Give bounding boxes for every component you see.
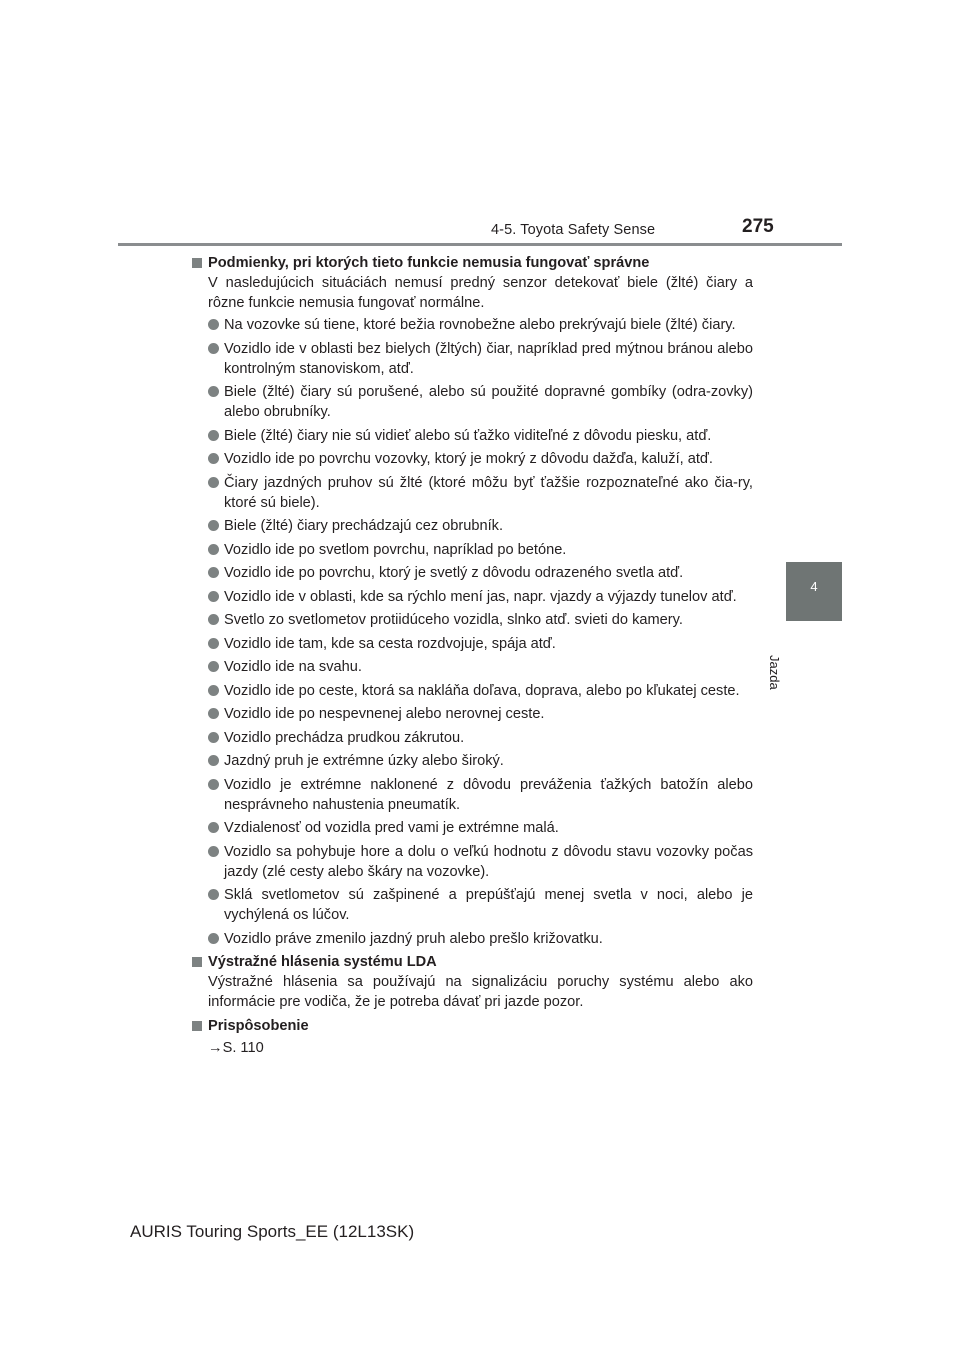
circle-bullet-icon [208,430,219,441]
list-item-text: Biele (žlté) čiary prechádzajú cez obrubník. [224,518,504,534]
circle-bullet-icon [208,638,219,649]
list-item [208,728,753,748]
section-heading-text: Výstražné hlásenia systému LDA [208,954,437,970]
list-item-text: Vozidlo ide po ceste, ktorá sa nakláňa doľava, doprava, alebo po kľukatej ceste. [224,682,740,699]
circle-bullet-icon [208,732,219,743]
list-item [208,315,753,335]
list-item-text: Vozidlo práve zmenilo jazdný pruh alebo prešlo križovatku. [224,930,603,947]
list-item [208,426,753,446]
square-bullet-icon [192,957,202,967]
list-item [208,818,753,838]
page-number: 275 [742,216,774,237]
list-item [208,681,753,701]
list-item [208,704,753,724]
list-item-text: Biele (žlté) čiary nie sú vidieť alebo sú ťažko viditeľné z dôvodu piesku, atď. [224,427,712,444]
circle-bullet-icon [208,755,219,766]
list-item [208,929,753,949]
list-item-text: Vzdialenosť od vozidla pred vami je extrémne malá. [224,820,559,836]
warnings-text: Výstražné hlásenia sa používajú na signalizáciu poruchy systému alebo ako informácie pre vodiča, že je potreba dávať pri jazde pozor. [208,974,753,1010]
list-item [208,516,753,536]
circle-bullet-icon [208,319,219,330]
footer-model-code: AURIS Touring Sports_EE (12L13SK) [130,1222,415,1241]
list-item-text: Jazdný pruh je extrémne úzky alebo široký. [224,753,504,769]
list-item-text: Na vozovke sú tiene, ktoré bežia rovnobežne alebo prekrývajú biele (žlté) čiary. [224,317,736,333]
circle-bullet-icon [208,933,219,944]
list-item-text: Vozidlo ide tam, kde sa cesta rozdvojuje, spája atď. [224,635,556,652]
list-item [208,540,753,560]
circle-bullet-icon [208,779,219,790]
list-item [208,751,753,771]
header-section-title: 4-5. Toyota Safety Sense [491,222,656,238]
list-item-text: Vozidlo je extrémne naklonené z dôvodu preváženia ťažkých batožín alebo nesprávneho nahustenia pneumatík. [224,776,753,813]
chapter-tab-number: 4 [810,579,818,594]
list-item [208,634,753,654]
list-item [208,587,753,607]
circle-bullet-icon [208,544,219,555]
circle-bullet-icon [208,614,219,625]
list-item-text: Vozidlo sa pohybuje hore a dolu o veľkú hodnotu z dôvodu stavu vozovky počas jazdy (zlé cesty alebo škáry na vozovke). [224,843,753,880]
section-heading-customization [192,1016,753,1036]
circle-bullet-icon [208,708,219,719]
list-item-text: Vozidlo ide v oblasti, kde sa rýchlo mení jas, napr. vjazdy a výjazdy tunelov atď. [224,588,737,605]
list-item-text: Vozidlo ide po povrchu, ktorý je svetlý z dôvodu odrazeného svetla atď. [224,565,684,581]
list-item [208,775,753,815]
square-bullet-icon [192,258,202,268]
list-item-text: Čiary jazdných pruhov sú žlté (ktoré môžu byť ťažšie rozpoznateľné ako čia-ry, ktoré sú biele). [224,474,753,511]
section-heading-text: Prispôsobenie [208,1018,309,1034]
circle-bullet-icon [208,453,219,464]
list-item [208,382,753,422]
circle-bullet-icon [208,386,219,397]
circle-bullet-icon [208,477,219,488]
circle-bullet-icon [208,567,219,578]
list-item-text: Biele (žlté) čiary sú porušené, alebo sú použité dopravné gombíky (odra-zovky) alebo obrubníky. [224,384,753,420]
list-item [208,885,753,925]
list-item-text: Vozidlo prechádza prudkou zákrutou. [224,729,465,746]
page-reference-link[interactable]: →S. 110 [208,1040,264,1056]
main-content [208,253,753,1058]
list-item [208,473,753,513]
circle-bullet-icon [208,343,219,354]
section-intro: V nasledujúcich situáciách nemusí predný senzor detekovať biele (žlté) čiary a rôzne funkcie nemusia fungovať normálne. [208,275,753,311]
list-item-text: Vozidlo ide v oblasti bez bielych (žltých) čiar, napríklad pred mýtnou bránou alebo kontrolným stanoviskom, atď. [224,340,753,377]
circle-bullet-icon [208,591,219,602]
circle-bullet-icon [208,846,219,857]
circle-bullet-icon [208,822,219,833]
list-item-text: Vozidlo ide na svahu. [224,659,362,675]
list-item [208,842,753,882]
list-item-text: Vozidlo ide po povrchu vozovky, ktorý je mokrý z dôvodu dažďa, kaluží, atď. [224,451,713,467]
header-divider [118,243,842,246]
section-heading-conditions [192,253,753,273]
circle-bullet-icon [208,889,219,900]
list-item-text: Vozidlo ide po svetlom povrchu, napríklad po betóne. [224,541,567,558]
section-heading-warnings [192,952,753,972]
list-item [208,449,753,469]
circle-bullet-icon [208,685,219,696]
list-item [208,563,753,583]
chapter-tab [786,562,842,621]
list-item-text: Vozidlo ide po nespevnenej alebo nerovnej ceste. [224,706,545,722]
circle-bullet-icon [208,661,219,672]
list-item-text: Svetlo zo svetlometov protiidúceho vozidla, slnko atď. svieti do kamery. [224,612,683,628]
chapter-tab-label: Jazda [767,655,782,690]
square-bullet-icon [192,1021,202,1031]
list-item [208,610,753,630]
circle-bullet-icon [208,520,219,531]
list-item-text: Sklá svetlometov sú zašpinené a prepúšťajú menej svetla v noci, alebo je vychýlená os lúčov. [224,887,753,923]
conditions-list [208,315,753,949]
list-item [208,657,753,677]
list-item [208,339,753,379]
section-heading-text: Podmienky, pri ktorých tieto funkcie nemusia fungovať správne [208,255,650,271]
